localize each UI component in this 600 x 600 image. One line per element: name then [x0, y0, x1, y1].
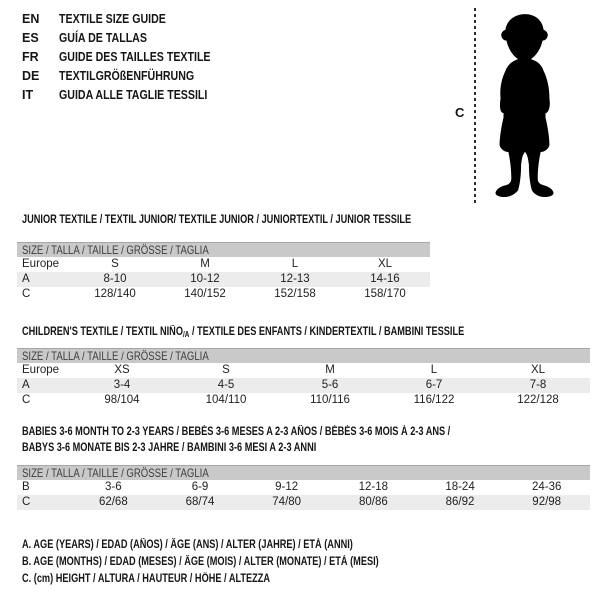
height-cell: 110/116: [310, 394, 350, 406]
language-row-fr: [22, 47, 237, 66]
table-row-europe: [17, 257, 430, 272]
language-title: GUIDE DES TAILLES TEXTILE: [59, 49, 211, 64]
size-cell: M: [200, 258, 210, 270]
size-header-bar: SIZE / TALLA / TAILLE / GRÖSSE / TAGLIA: [17, 465, 590, 480]
height-cell: 104/110: [205, 394, 247, 406]
age-cell: 12-13: [280, 273, 310, 285]
row-label: C: [22, 394, 31, 406]
note-age-years: A. AGE (YEARS) / EDAD (AÑOS) / ÂGE (ANS) / ALTER (JAHRE) / ETÀ (ANNI): [22, 539, 353, 551]
age-cell: 3-4: [113, 379, 131, 391]
height-measure-dashed-line: [474, 8, 476, 206]
age-cell: 6-7: [425, 379, 443, 391]
age-cell: 4-5: [217, 379, 235, 391]
table-row-height: [17, 495, 590, 510]
table-row-height: [17, 287, 430, 302]
height-cell: 80/86: [358, 496, 388, 508]
size-cell: XL: [377, 258, 393, 270]
row-label: A: [22, 379, 30, 391]
row-label: C: [22, 288, 31, 300]
table-title: CHILDREN'S TEXTILE / TEXTIL NIÑO/A / TEXTILE DES ENFANTS / KINDERTEXTIL / BAMBINI TESSILE: [22, 326, 465, 339]
age-cell: 10-12: [190, 273, 220, 285]
table-title: JUNIOR TEXTILE / TEXTIL JUNIOR/ TEXTILE JUNIOR / JUNIORTEXTIL / JUNIOR TESSILE: [22, 214, 412, 226]
height-cell: 140/152: [184, 288, 226, 300]
note-age-months: B. AGE (MONTHS) / EDAD (MESES) / ÂGE (MOIS) / ALTER (MONATE) / ETÀ (MESI): [22, 556, 379, 568]
row-label: Europe: [22, 258, 60, 270]
table-row-europe: [17, 363, 590, 378]
height-cell: 158/170: [364, 288, 406, 300]
language-code: ES: [22, 30, 39, 45]
language-list: [22, 9, 237, 104]
language-row-es: [22, 28, 237, 47]
table-row-months: [17, 480, 590, 495]
months-cell: 12-18: [358, 481, 389, 493]
language-title: GUIDA ALLE TAGLIE TESSILI: [59, 87, 208, 102]
size-cell: L: [430, 364, 438, 376]
language-row-en: [22, 9, 237, 28]
height-cell: 92/98: [532, 496, 562, 508]
language-title: TEXTILE SIZE GUIDE: [59, 11, 166, 26]
size-cell: XL: [530, 364, 546, 376]
legend-notes: [22, 537, 468, 588]
size-cell: M: [325, 364, 335, 376]
age-cell: 5-6: [321, 379, 339, 391]
age-cell: 7-8: [529, 379, 547, 391]
months-cell: 9-12: [275, 481, 299, 493]
subscript: /A: [182, 330, 190, 339]
height-cell: 122/128: [517, 394, 559, 406]
height-cell: 68/74: [185, 496, 215, 508]
language-code: EN: [22, 11, 40, 26]
months-cell: 24-36: [531, 481, 562, 493]
table-row-height: [17, 393, 590, 408]
language-title: TEXTILGRÖßENFÜHRUNG: [59, 68, 195, 83]
height-cell: 116/122: [413, 394, 455, 406]
table-row-age: [17, 272, 430, 287]
language-code: DE: [22, 68, 40, 83]
table-row-age: [17, 378, 590, 393]
months-cell: 6-9: [191, 481, 209, 493]
size-cell: L: [291, 258, 299, 270]
language-row-de: [22, 66, 237, 85]
age-cell: 8-10: [103, 273, 127, 285]
note-height: C. (cm) HEIGHT / ALTURA / HAUTEUR / HÖHE / ALTEZZA: [22, 573, 271, 585]
table-title-line1: BABIES 3-6 MONTH TO 2-3 YEARS / BEBÉS 3-6 MESES A 2-3 AÑOS / BÉBÉS 3-6 MOIS À 2-3 ANS /: [22, 426, 451, 438]
row-label: Europe: [22, 364, 60, 376]
row-label: B: [22, 481, 30, 493]
height-cell: 152/158: [274, 288, 316, 300]
row-label: A: [22, 273, 30, 285]
row-label: C: [22, 496, 31, 508]
language-row-it: [22, 85, 237, 104]
height-cell: 86/92: [445, 496, 475, 508]
months-cell: 3-6: [105, 481, 122, 493]
junior-textile-table: [17, 212, 430, 302]
babies-textile-table: [17, 424, 590, 510]
size-cell: S: [222, 364, 230, 376]
language-code: FR: [22, 49, 39, 64]
size-header-bar: SIZE / TALLA / TAILLE / GRÖSSE / TAGLIA: [17, 242, 430, 257]
size-header-bar: SIZE / TALLA / TAILLE / GRÖSSE / TAGLIA: [17, 348, 590, 363]
baby-silhouette: [481, 9, 569, 207]
age-cell: 14-16: [370, 273, 400, 285]
language-code: IT: [22, 87, 34, 102]
language-title: GUÍA DE TALLAS: [59, 30, 147, 45]
height-cell: 74/80: [272, 496, 302, 508]
childrens-textile-table: [17, 324, 590, 408]
height-measure-label: C: [455, 105, 465, 120]
height-cell: 128/140: [94, 288, 136, 300]
months-cell: 18-24: [445, 481, 475, 493]
size-cell: S: [111, 258, 119, 270]
table-title-line2: BABYS 3-6 MONATE BIS 2-3 JAHRE / BAMBINI 3-6 MESI A 2-3 ANNI: [22, 442, 317, 454]
height-cell: 98/104: [104, 394, 140, 406]
size-cell: XS: [114, 364, 130, 376]
height-cell: 62/68: [98, 496, 128, 508]
